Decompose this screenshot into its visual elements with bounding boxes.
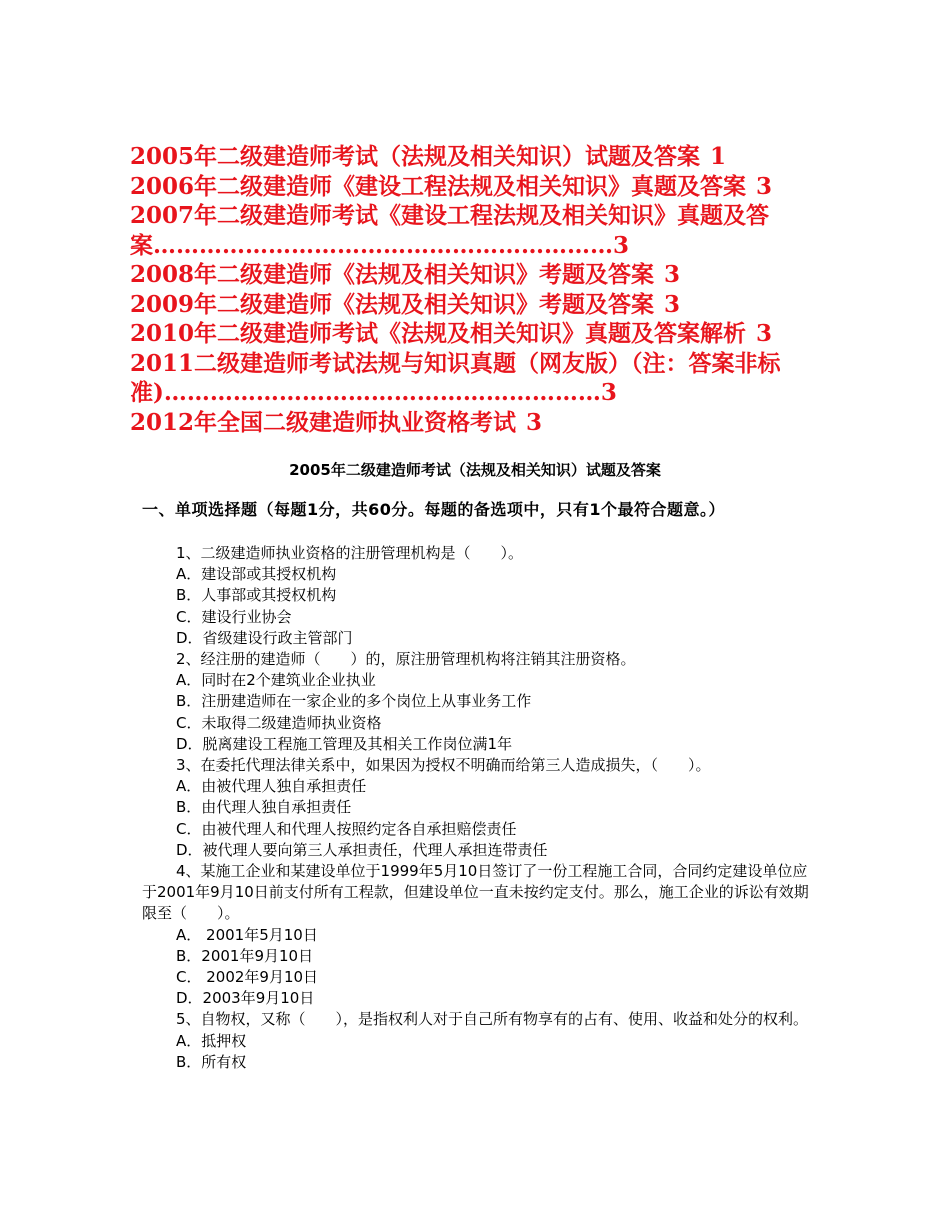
toc-entry[interactable]: 2008年二级建造师《法规及相关知识》考题及答案 3 bbox=[130, 261, 681, 288]
answer-option: C．由被代理人和代理人按照约定各自承担赔偿责任 bbox=[176, 819, 517, 838]
answer-option: A． 2001年5月10日 bbox=[176, 925, 318, 944]
answer-option: A．抵押权 bbox=[176, 1031, 247, 1050]
answer-option: A．同时在2个建筑业企业执业 bbox=[176, 671, 376, 690]
question-stem: 4、某施工企业和某建设单位于1999年5月10日签订了一份工程施工合同，合同约定建设单位应于2001年9月10日前支付所有工程款，但建设单位一直未按约定支付。那么，施工企业的诉讼有效期限至（ ）。 bbox=[142, 862, 809, 923]
toc-entry[interactable]: 2010年二级建造师考试《法规及相关知识》真题及答案解析 3 bbox=[130, 320, 773, 347]
section-heading: 一、单项选择题（每题1分，共60分。每题的备选项中，只有1个最符合题意。） bbox=[142, 500, 726, 519]
toc-entry[interactable]: 2006年二级建造师《建设工程法规及相关知识》真题及答案 3 bbox=[130, 172, 773, 200]
answer-option: D．被代理人要向第三人承担责任，代理人承担连带责任 bbox=[176, 840, 548, 859]
answer-option: B．人事部或其授权机构 bbox=[176, 586, 337, 605]
toc-entry[interactable]: 2011二级建造师考试法规与知识真题（网友版）（注：答案非标准)…………………………………………………3 bbox=[130, 349, 781, 406]
document-title: 2005年二级建造师考试（法规及相关知识）试题及答案 bbox=[289, 461, 661, 479]
toc-entry[interactable]: 2007年二级建造师考试《建设工程法规及相关知识》真题及答案……………………………………………………3 bbox=[130, 202, 770, 259]
answer-option: A．建设部或其授权机构 bbox=[176, 565, 337, 584]
answer-option: C．未取得二级建造师执业资格 bbox=[176, 713, 382, 732]
questions-body bbox=[142, 543, 812, 1073]
question-stem: 1、二级建造师执业资格的注册管理机构是（ ）。 bbox=[176, 544, 524, 562]
toc-entry[interactable]: 2009年二级建造师《法规及相关知识》考题及答案 3 bbox=[130, 290, 681, 318]
answer-option: D．2003年9月10日 bbox=[176, 989, 315, 1008]
answer-option: B．所有权 bbox=[176, 1052, 247, 1071]
table-of-contents bbox=[130, 142, 820, 437]
question-stem: 3、在委托代理法律关系中，如果因为授权不明确而给第三人造成损失，（ ）。 bbox=[176, 756, 711, 775]
answer-option: B．由代理人独自承担责任 bbox=[176, 798, 352, 817]
answer-option: C． 2002年9月10日 bbox=[176, 968, 319, 987]
toc-entry[interactable]: 2012年全国二级建造师执业资格考试 3 bbox=[130, 408, 543, 436]
toc-entry[interactable]: 2005年二级建造师考试（法规及相关知识）试题及答案 1 bbox=[130, 143, 727, 170]
question-stem: 5、自物权，又称（ ），是指权利人对于自己所有物享有的占有、使用、收益和处分的权利。 bbox=[176, 1010, 809, 1029]
answer-option: B．2001年9月10日 bbox=[176, 946, 314, 965]
answer-option: B．注册建造师在一家企业的多个岗位上从事业务工作 bbox=[176, 692, 532, 711]
answer-option: C．建设行业协会 bbox=[176, 607, 292, 626]
answer-option: A．由被代理人独自承担责任 bbox=[176, 777, 367, 796]
question-stem: 2、经注册的建造师（ ）的，原注册管理机构将注销其注册资格。 bbox=[176, 650, 636, 669]
answer-option: D．省级建设行政主管部门 bbox=[176, 628, 353, 647]
answer-option: D．脱离建设工程施工管理及其相关工作岗位满1年 bbox=[176, 734, 513, 753]
